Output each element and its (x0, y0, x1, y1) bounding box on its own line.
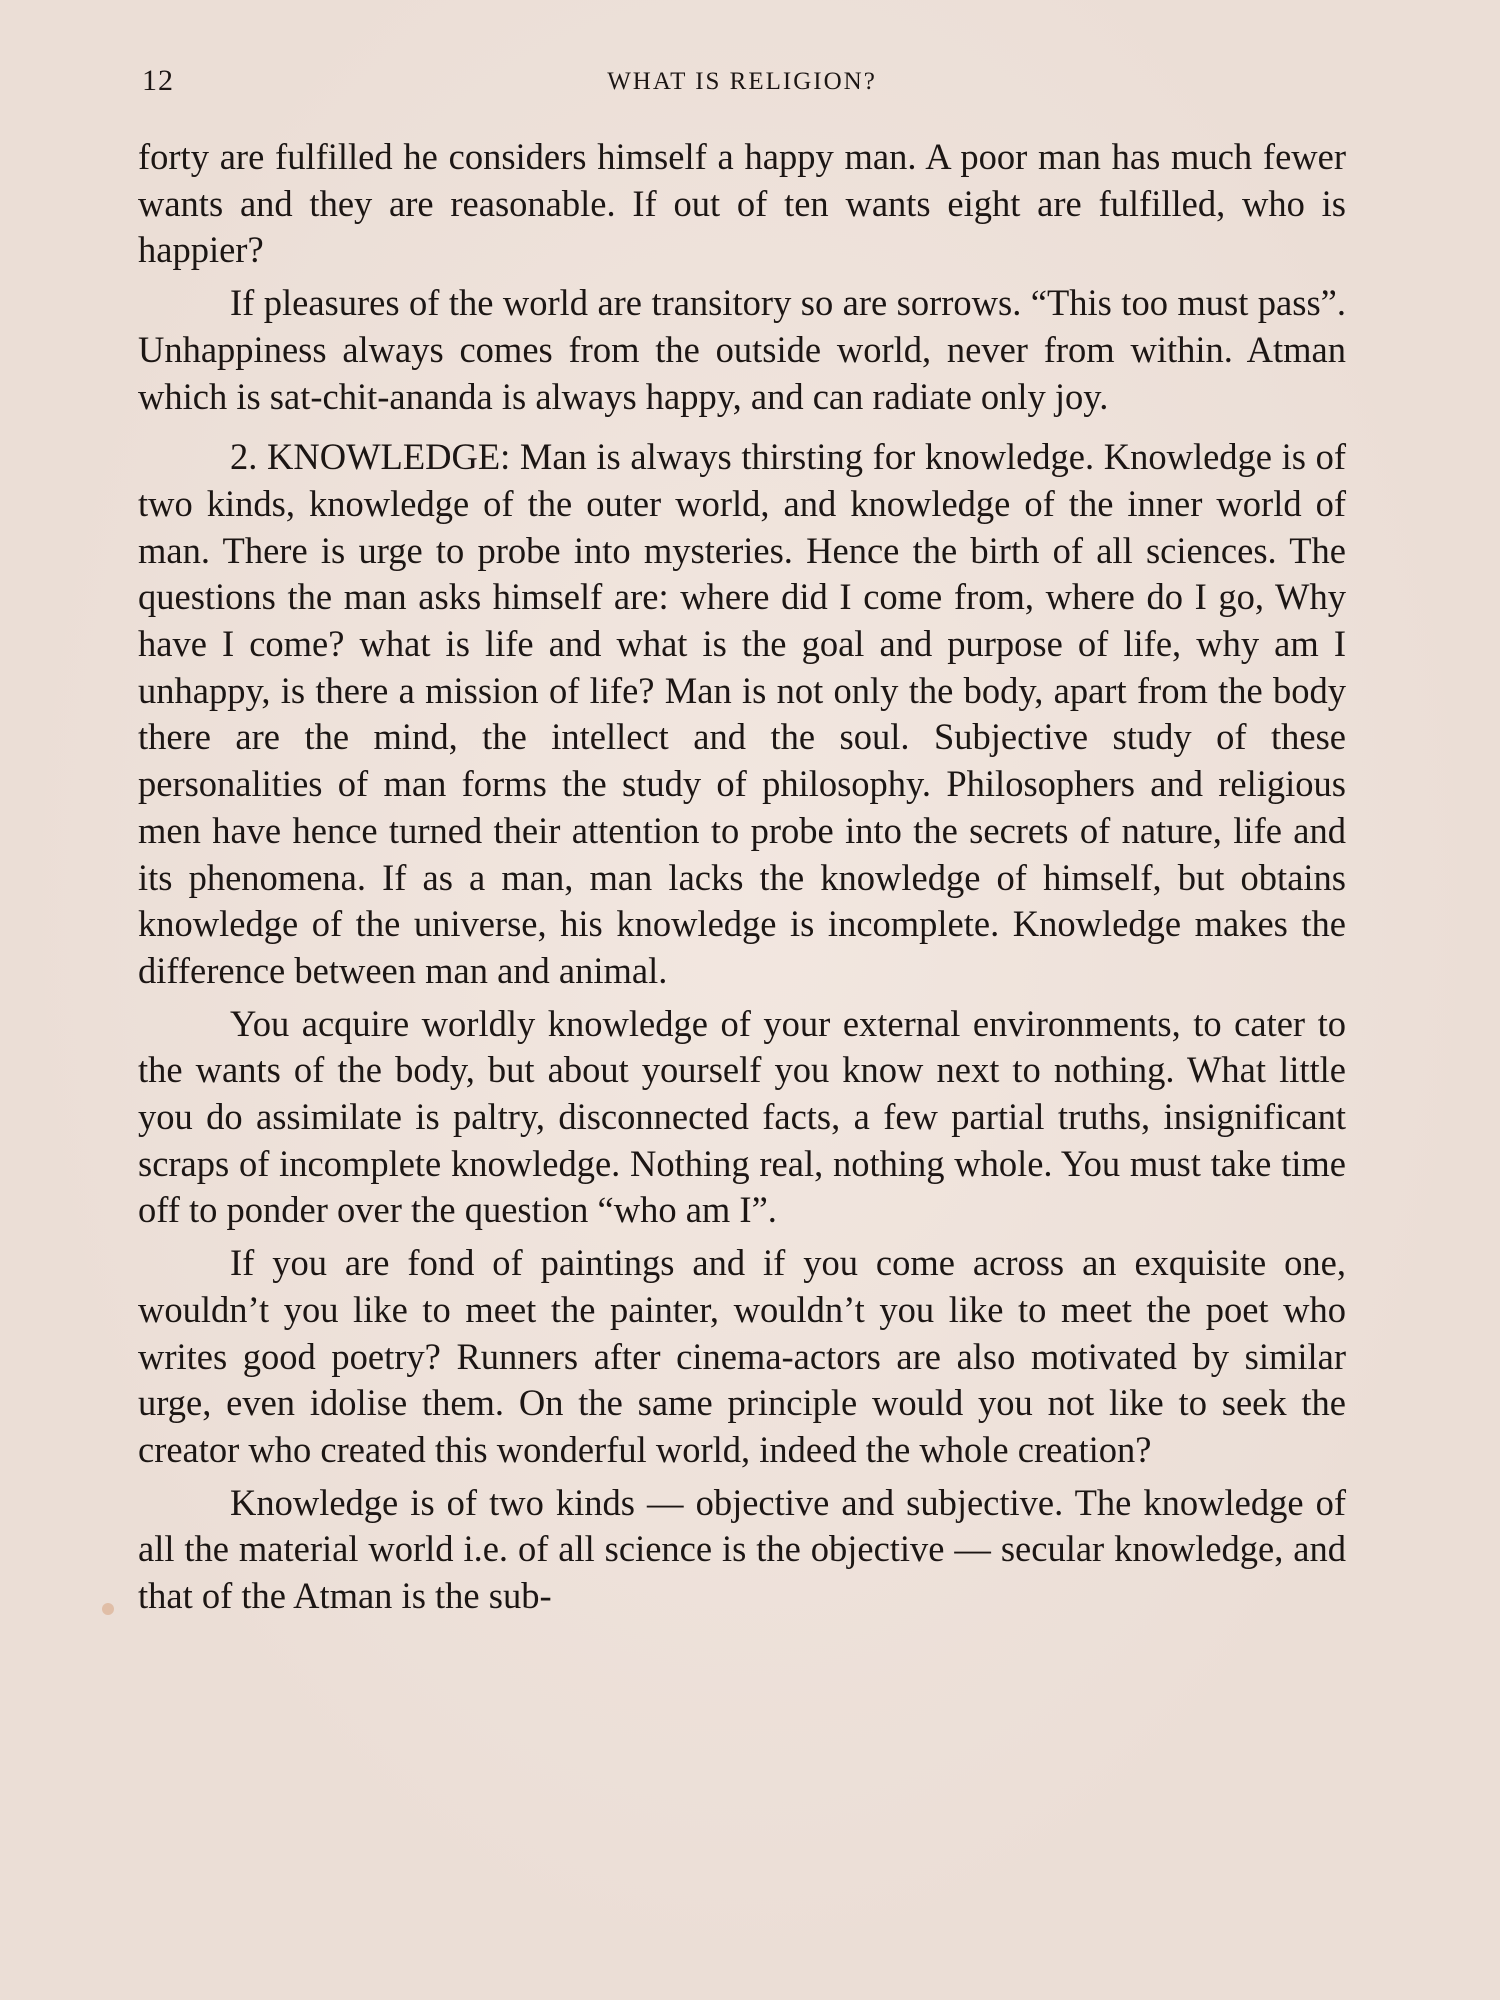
paragraph-two-kinds: Knowledge is of two kinds — objective and subjective. The knowledge of all the material world i.e. of all science is the objective — secular knowledge, and that of the Atman is the sub- (138, 1481, 1346, 1617)
page-number: 12 (142, 64, 174, 97)
paragraph-pleasures: If pleasures of the world are transitory so are sorrows. “This too must pass”. Unhappiness always comes from the outside world, never from within. Atman which is sat-chit-ananda is always happy, and can radiate only joy. (138, 282, 1346, 417)
body-text (138, 134, 1346, 1626)
page-header (138, 64, 1346, 108)
paragraph-paintings: If you are fond of paintings and if you come across an exquisite one, wouldn’t you like to meet the painter, wouldn’t you like to meet the poet who writes good poetry? Runners after cinema-actors are also motivated by similar urge, even idolise them. On the same principle would you not like to seek the creator who created this wonderful world, indeed the whole creation? (138, 1242, 1346, 1470)
paragraph-worldly-knowledge: You acquire worldly knowledge of your external environments, to cater to the wants of the body, but about yourself you know next to nothing. What little you do assimilate is paltry, disconnected facts, a few partial truths, insignificant scraps of incomplete knowledge. Nothing real, nothing whole. You must take time off to ponder over the question “who am I”. (138, 1002, 1346, 1231)
paragraph-continuation: forty are fulfilled he considers himself a happy man. A poor man has much fewer wants and they are reasonable. If out of ten wants eight are fulfilled, who is happier? (138, 136, 1346, 271)
ink-smudge (102, 1603, 114, 1615)
running-title: WHAT IS RELIGION? (607, 68, 877, 95)
paragraph-knowledge: 2. KNOWLEDGE: Man is always thirsting for knowledge. Knowledge is of two kinds, knowledge of the outer world, and knowledge of the inner world of man. There is urge to probe into mysteries. Hence the birth of all sciences. The questions the man asks himself are: where did I come from, where do I go, Why have I come? what is life and what is the goal and purpose of life, why am I unhappy, is there a mission of life? Man is not only the body, apart from the body there are the mind, the intellect and the soul. Subjective study of these personalities of man forms the study of philosophy. Philosophers and religious men have hence turned their attention to probe into the secrets of nature, life and its phenomena. If as a man, man lacks the knowledge of himself, but obtains knowledge of the universe, his knowledge is incomplete. Knowledge makes the difference between man and animal. (138, 436, 1346, 991)
